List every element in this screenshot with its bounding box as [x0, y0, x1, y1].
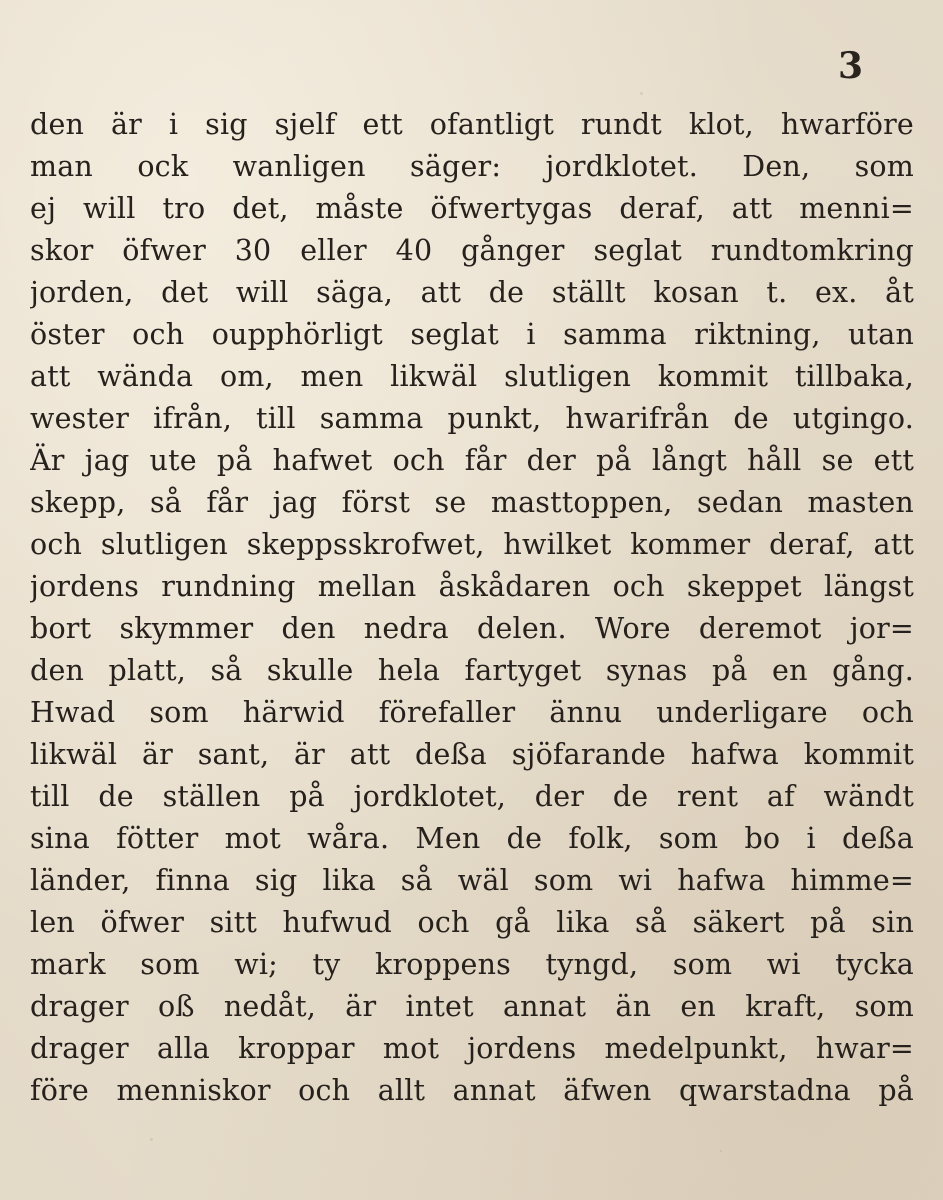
text-line: len öfwer sitt hufwud och gå lika så säkert på sin — [30, 906, 914, 939]
paper-speck — [150, 1138, 153, 1141]
text-line: och slutligen skeppsskrofwet, hwilket kommer deraf, att — [30, 528, 914, 561]
text-line: den är i sig sjelf ett ofantligt rundt klot, hwarföre — [30, 108, 914, 141]
text-line: länder, finna sig lika så wäl som wi hafwa himme= — [30, 864, 914, 897]
text-line: till de ställen på jordklotet, der de rent af wändt — [30, 780, 914, 813]
text-line: öster och oupphörligt seglat i samma riktning, utan — [30, 318, 914, 351]
text-line: jorden, det will säga, att de ställt kosan t. ex. åt — [30, 276, 914, 309]
text-line: Hwad som härwid förefaller ännu underligare och — [30, 696, 914, 729]
text-line: bort skymmer den nedra delen. Wore deremot jor= — [30, 612, 914, 645]
text-line: wester ifrån, till samma punkt, hwarifrån de utgingo. — [30, 402, 914, 435]
paper-speck — [640, 92, 643, 95]
text-line: drager alla kroppar mot jordens medelpunkt, hwar= — [30, 1032, 914, 1065]
page-number: 3 — [838, 45, 864, 87]
text-line: att wända om, men likwäl slutligen kommit tillbaka, — [30, 360, 914, 393]
text-line: man ock wanligen säger: jordklotet. Den, som — [30, 150, 914, 183]
text-line: likwäl är sant, är att deßa sjöfarande hafwa kommit — [30, 738, 914, 771]
text-line: den platt, så skulle hela fartyget synas på en gång. — [30, 654, 914, 687]
text-line: jordens rundning mellan åskådaren och skeppet längst — [30, 570, 914, 603]
text-line: ej will tro det, måste öfwertygas deraf, att menni= — [30, 192, 914, 225]
text-line: Är jag ute på hafwet och får der på långt håll se ett — [30, 444, 914, 477]
body-text — [30, 104, 914, 1112]
text-line: sina fötter mot wåra. Men de folk, som bo i deßa — [30, 822, 914, 855]
text-line: före menniskor och allt annat äfwen qwarstadna på — [30, 1074, 914, 1107]
text-line: mark som wi; ty kroppens tyngd, som wi tycka — [30, 948, 914, 981]
paper-speck — [720, 1150, 722, 1152]
text-line: skor öfwer 30 eller 40 gånger seglat rundtomkring — [30, 234, 914, 267]
text-line: drager oß nedåt, är intet annat än en kraft, som — [30, 990, 914, 1023]
text-line: skepp, så får jag först se masttoppen, sedan masten — [30, 486, 914, 519]
